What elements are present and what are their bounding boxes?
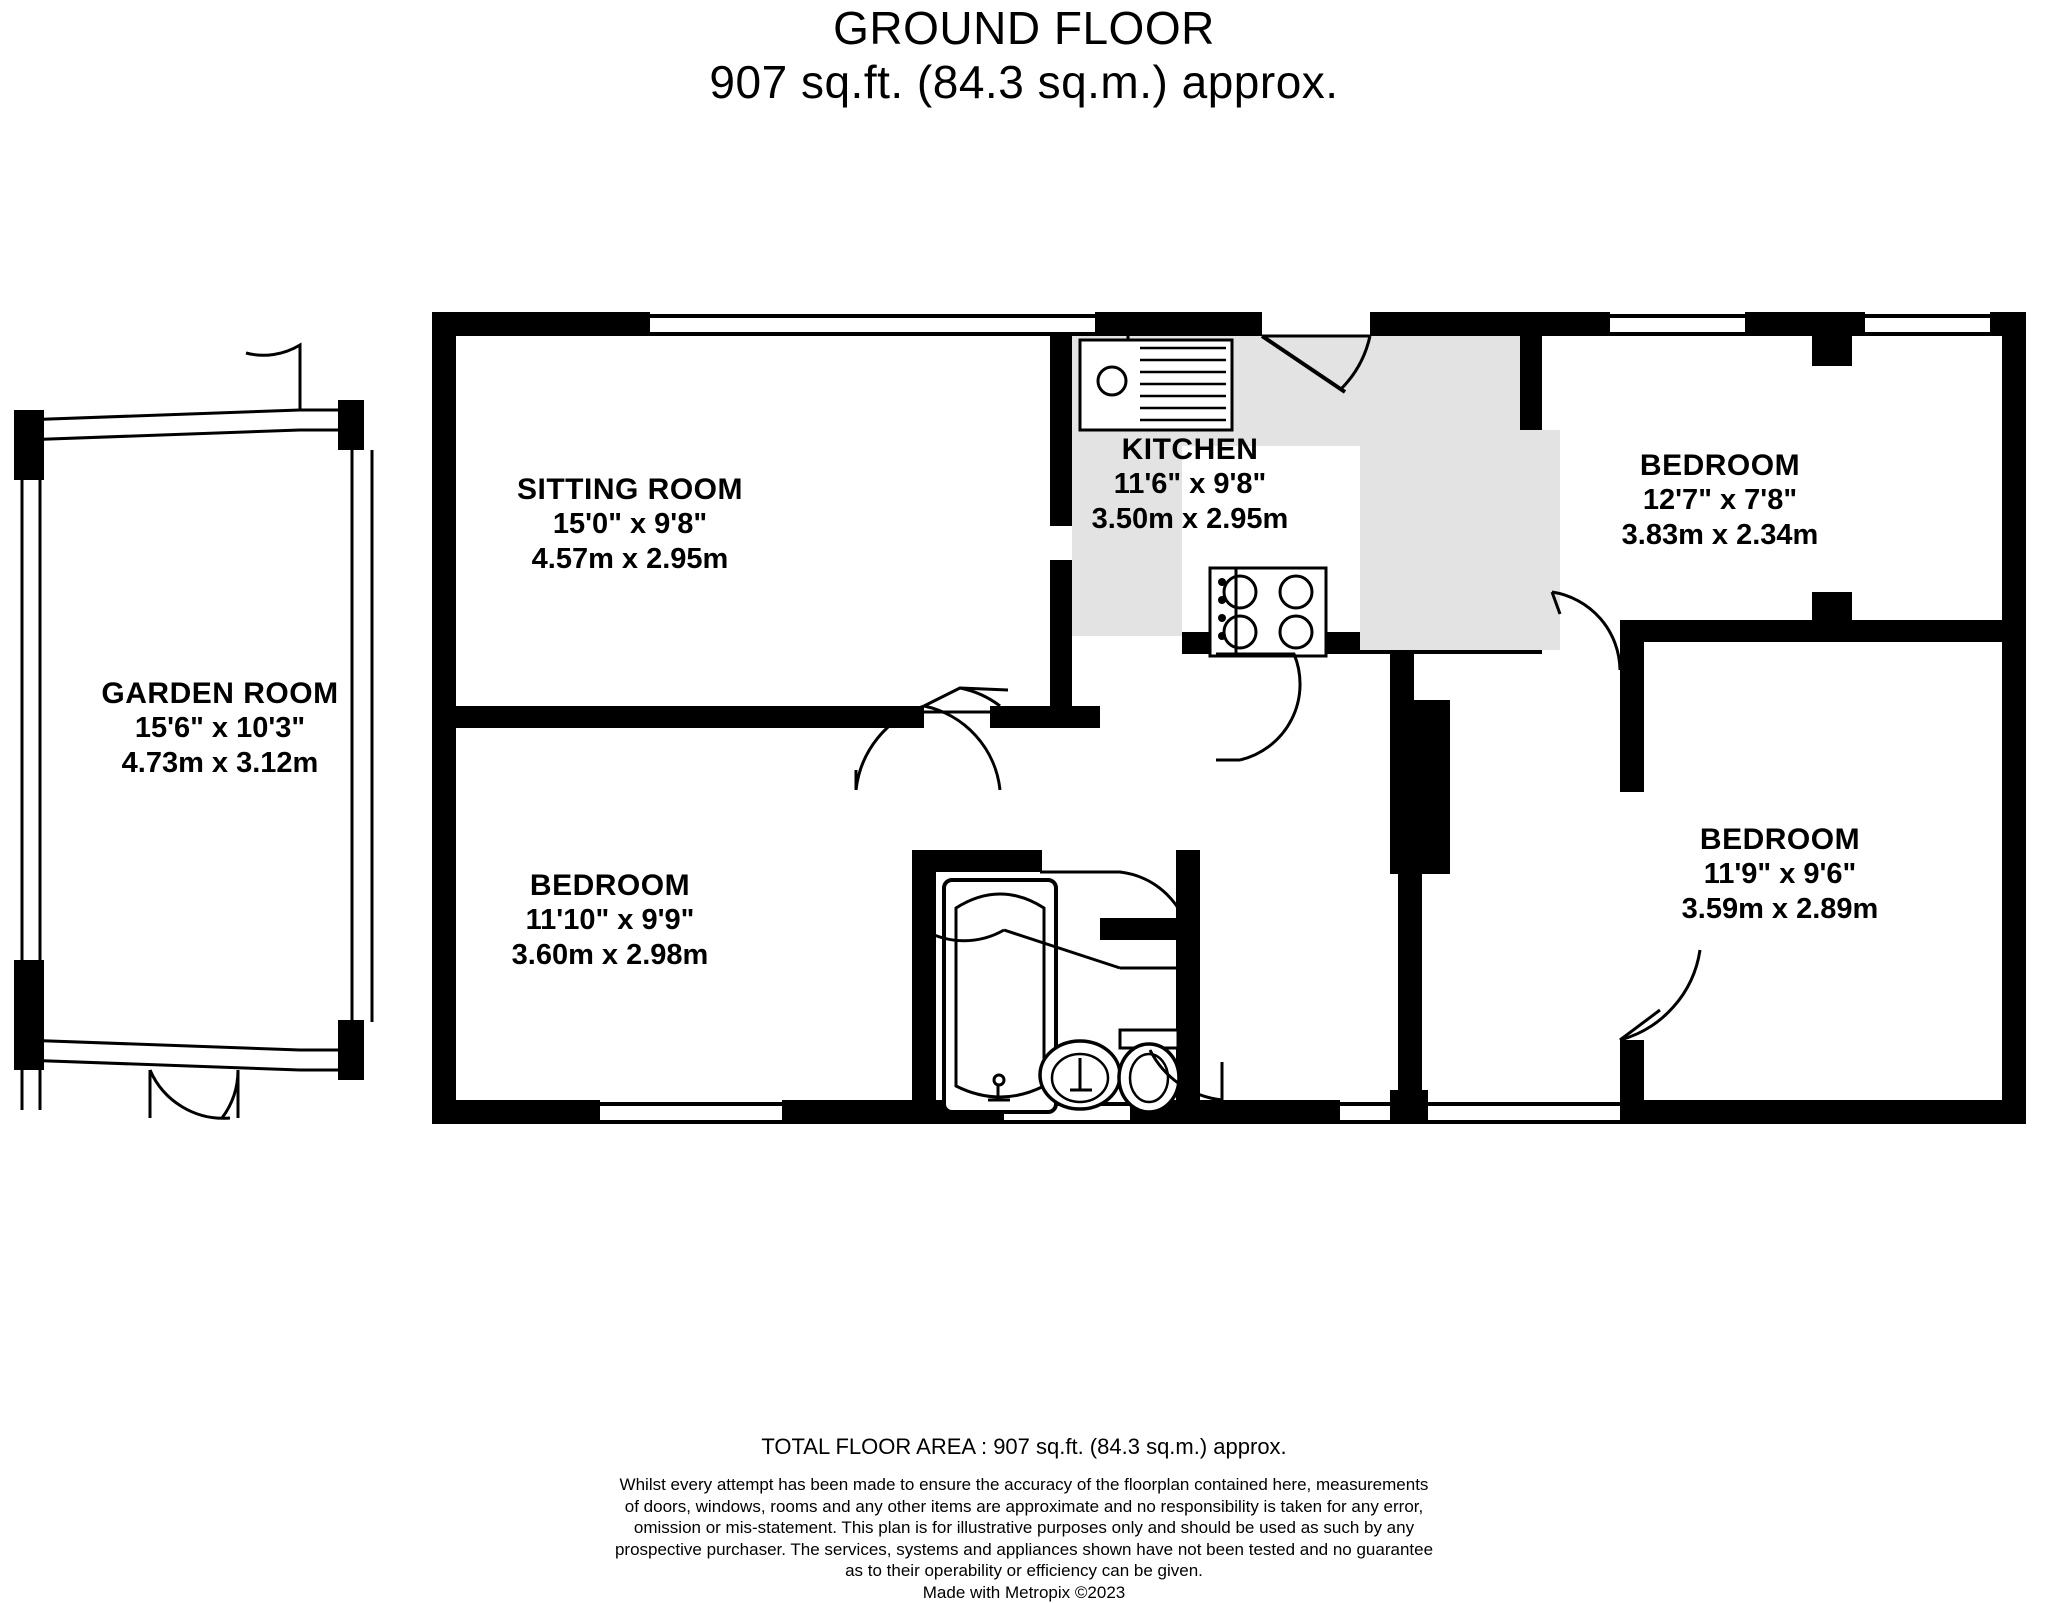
page-subtitle: 907 sq.ft. (84.3 sq.m.) approx. (0, 54, 2048, 110)
room-label-kitchen (1000, 432, 1380, 536)
room-dim-metric: 3.83m x 2.34m (1490, 518, 1950, 552)
hob-icon (1210, 568, 1326, 656)
toilet-icon (1119, 1030, 1179, 1112)
room-dim-metric: 3.59m x 2.89m (1560, 892, 2000, 926)
room-name: BEDROOM (1490, 448, 1950, 483)
disclaimer-line-3: omission or mis-statement. This plan is for illustrative purposes only and should be used as such by any (0, 1517, 2048, 1539)
disclaimer-line-1: Whilst every attempt has been made to ensure the accuracy of the floorplan contained here, measurements (0, 1474, 2048, 1496)
room-dim-imperial: 11'6" x 9'8" (1000, 467, 1380, 501)
room-name: BEDROOM (400, 868, 820, 903)
room-name: SITTING ROOM (430, 472, 830, 507)
room-label-bedroom-rear (1560, 822, 2000, 926)
room-dim-metric: 3.50m x 2.95m (1000, 502, 1380, 536)
room-dim-imperial: 15'6" x 10'3" (50, 711, 390, 745)
disclaimer-line-2: of doors, windows, rooms and any other items are approximate and no responsibility is taken for any error, (0, 1496, 2048, 1518)
disclaimer-line-5: as to their operability or efficiency can be given. (0, 1560, 2048, 1582)
disclaimer-line-4: prospective purchaser. The services, systems and appliances shown have not been tested and no guarantee (0, 1539, 2048, 1561)
room-label-bedroom-left (400, 868, 820, 972)
room-label-bedroom-front (1490, 448, 1950, 552)
room-dim-imperial: 11'9" x 9'6" (1560, 857, 2000, 891)
footer-block (0, 1434, 2048, 1603)
made-with-credit: Made with Metropix ©2023 (0, 1582, 2048, 1603)
room-name: BEDROOM (1560, 822, 2000, 857)
room-dim-imperial: 11'10" x 9'9" (400, 903, 820, 937)
room-name: KITCHEN (1000, 432, 1380, 467)
total-floor-area: TOTAL FLOOR AREA : 907 sq.ft. (84.3 sq.m.) approx. (0, 1434, 2048, 1460)
room-dim-imperial: 15'0" x 9'8" (430, 507, 830, 541)
bathroom-fittings (944, 880, 1179, 1112)
room-dim-metric: 4.73m x 3.12m (50, 746, 390, 780)
room-dim-imperial: 12'7" x 7'8" (1490, 483, 1950, 517)
room-dim-metric: 3.60m x 2.98m (400, 938, 820, 972)
page-title: GROUND FLOOR (0, 2, 2048, 54)
basin-icon (1040, 1041, 1120, 1109)
room-label-sitting-room (430, 472, 830, 576)
room-name: GARDEN ROOM (50, 676, 390, 711)
room-label-garden-room (50, 676, 390, 780)
room-dim-metric: 4.57m x 2.95m (430, 542, 830, 576)
